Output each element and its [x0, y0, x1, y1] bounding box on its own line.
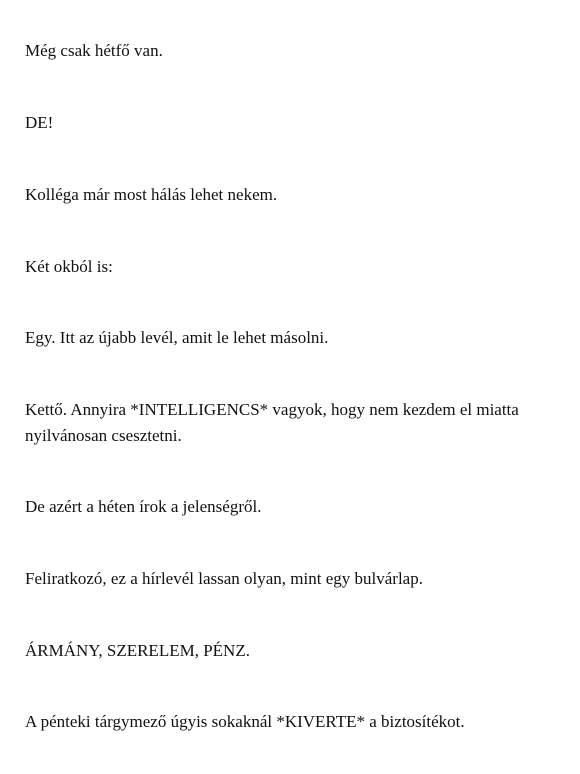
paragraph-2: DE!: [25, 113, 54, 132]
paragraph-6: Kettő. Annyira *INTELLIGENCS* vagyok, hogy nem kezdem el miatta nyilvánosan csesztetni.: [25, 400, 519, 445]
paragraph-4: Két okból is:: [25, 257, 113, 276]
paragraph-8: Feliratkozó, ez a hírlevél lassan olyan, mint egy bulvárlap.: [25, 569, 423, 588]
paragraph-7: De azért a héten írok a jelenségről.: [25, 497, 262, 516]
paragraph-10: A pénteki tárgymező úgyis sokaknál *KIVERTE* a biztosítékot.: [25, 712, 465, 731]
paragraph-3: Kolléga már most hálás lehet nekem.: [25, 185, 278, 204]
paragraph-5: Egy. Itt az újabb levél, amit le lehet másolni.: [25, 328, 329, 347]
paragraph-9: ÁRMÁNY, SZERELEM, PÉNZ.: [25, 641, 250, 660]
paragraph-1: Még csak hétfő van.: [25, 41, 163, 60]
